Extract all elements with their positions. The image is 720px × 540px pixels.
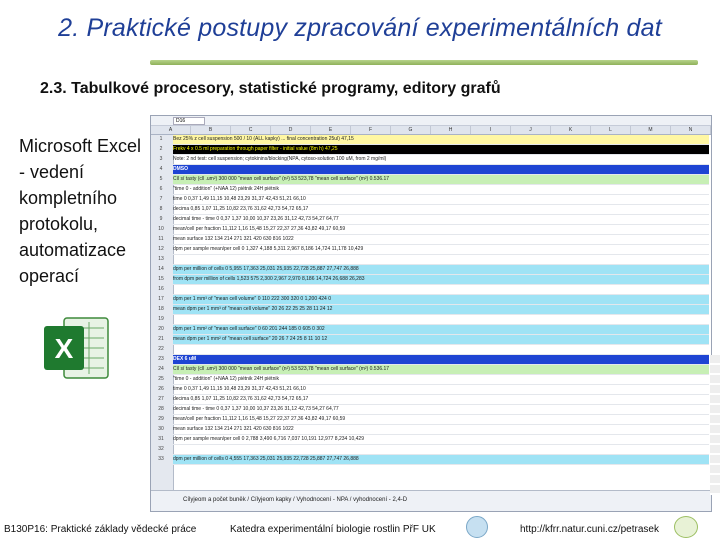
table-row: mean surface 132 134 214 271 321 420 630 816 1022 <box>173 425 709 435</box>
column-header: D <box>271 126 311 134</box>
table-row: mean dpm per 1 mm³ of "mean cell volume" 20 26 22 25 25 28 11 24 12 <box>173 305 709 315</box>
row-number: 8 <box>159 206 163 212</box>
footer-url[interactable]: http://kfrr.natur.cuni.cz/petrasek <box>520 524 659 535</box>
column-header: G <box>391 126 431 134</box>
row-number: 29 <box>158 416 164 422</box>
table-row: Cíl sí tasty (cll .um²) 300 000 "mean cell surface" (n²) 53 523,78 "mean cell surface" (m²) 0.536.17 <box>173 365 709 375</box>
table-row: dpm per million of cells 0 4,555 17,363 25,031 25,935 22,728 25,887 27,747 26,888 <box>173 455 709 465</box>
spreadsheet-screenshot <box>150 115 712 512</box>
column-header: C <box>231 126 271 134</box>
row-number: 10 <box>158 226 164 232</box>
row-number: 21 <box>158 336 164 342</box>
slide-subtitle: 2.3. Tabulkové procesory, statistické programy, editory grafů <box>40 80 501 97</box>
column-header: H <box>431 126 471 134</box>
lead-line: protokolu, <box>19 214 99 234</box>
table-row: decimal time - time 0 0,37 1,37 10,00 10,37 23,26 31,12 42,73 54,27 64,77 <box>173 215 709 225</box>
row-number: 5 <box>159 176 163 182</box>
table-row: time 0 0,37 1,49 11,15 10,48 23,29 31,37 42,43 51,21 66,10 <box>173 385 709 395</box>
excel-icon <box>40 312 112 384</box>
table-row: dpm per 1 mm³ of "mean cell volume" 0 110 222 300 320 0 1,200 424 0 <box>173 295 709 305</box>
table-row: decima 0,85 1,07 11,25 10,82 23,76 31,62 42,73 54,72 65,17 <box>173 395 709 405</box>
column-headers <box>151 126 711 135</box>
table-row: Note: 2 nd test: cell suspension; cytokinins/blocking(NPA, cytoso-solution 100 uM, from 2 mg/ml) <box>173 155 709 165</box>
row-number: 3 <box>159 156 163 162</box>
table-row: mean surface 132 134 214 271 321 420 630 816 1022 <box>173 235 709 245</box>
table-row <box>173 285 709 295</box>
lead-line: operací <box>19 266 80 286</box>
footer-department: Katedra experimentální biologie rostlin PřF UK <box>230 524 436 535</box>
cell-grid <box>151 135 711 490</box>
row-number: 27 <box>158 396 164 402</box>
row-number: 7 <box>159 196 163 202</box>
row-number: 25 <box>158 376 164 382</box>
row-number: 33 <box>158 456 164 462</box>
row-number: 1 <box>159 136 163 142</box>
table-row <box>173 315 709 325</box>
table-row: Bez 25% z cell suspension 500 / 10 (ALL kapky) ... final concentration 25ul) 47,15 <box>173 135 709 145</box>
table-row: dpm per million of cells 0 5,955 17,363 25,031 25,935 22,728 25,887 27,747 26,888 <box>173 265 709 275</box>
column-header: A <box>151 126 191 134</box>
column-header: I <box>471 126 511 134</box>
partial-cells <box>710 355 720 495</box>
table-row: dpm per sample mean/per cell 0 1,327 4,188 5,311 2,967 8,186 14,724 11,178 10,429 <box>173 245 709 255</box>
column-header: B <box>191 126 231 134</box>
table-row: decimal time - time 0 0,37 1,37 10,00 10,37 23,26 31,12 42,73 54,27 64,77 <box>173 405 709 415</box>
table-row: dpm per 1 mm² of "mean cell surface" 0 60 201 244 185 0 605 0 302 <box>173 325 709 335</box>
sheet-tab-labels[interactable]: Cílyjeom a počet buněk / Cílyjeom kapky / Vyhodnocení - NPA / vyhodnocení - 2,4-D <box>183 497 408 503</box>
row-number: 22 <box>158 346 164 352</box>
formula-bar <box>151 116 711 126</box>
column-header: M <box>631 126 671 134</box>
row-number: 14 <box>158 266 164 272</box>
table-row: mean/cell per fraction 11,112 1,16 15,48 15,27 22,37 27,36 43,82 49,17 60,59 <box>173 225 709 235</box>
row-number: 32 <box>158 446 164 452</box>
row-number: 17 <box>158 296 164 302</box>
row-number: 20 <box>158 326 164 332</box>
table-row: time 0 0,37 1,49 11,15 10,48 23,29 31,37 42,43 51,21 66,10 <box>173 195 709 205</box>
table-row: mean/cell per fraction 11,112 1,16 15,48 15,27 22,37 27,36 43,82 49,17 60,59 <box>173 415 709 425</box>
department-logo <box>466 516 488 538</box>
row-number: 16 <box>158 286 164 292</box>
lead-line: kompletního <box>19 188 118 208</box>
row-number: 18 <box>158 306 164 312</box>
table-row: DMSO <box>173 165 709 175</box>
column-header: E <box>311 126 351 134</box>
column-header: F <box>351 126 391 134</box>
table-row: Frekv 4 x 0.5 ml preparation through paper filter - initial value (8m h) 47,25 <box>173 145 709 155</box>
table-row: "time 0 - addition" (+NAA 12) piétnik 24H piétnik <box>173 375 709 385</box>
lead-line: automatizace <box>19 240 127 260</box>
table-row: mean dpm per 1 mm² of "mean cell surface" 20 26 7 24 25 8 11 10 12 <box>173 335 709 345</box>
table-row: from dpm per million of cells 1,523 575 2,300 2,967 2,970 8,186 14,724 26,688 26,283 <box>173 275 709 285</box>
column-header: N <box>671 126 711 134</box>
column-header: L <box>591 126 631 134</box>
table-row: DEX 6 uM <box>173 355 709 365</box>
svg-text:X: X <box>54 333 74 364</box>
row-number: 28 <box>158 406 164 412</box>
row-number: 12 <box>158 246 164 252</box>
table-row <box>173 445 709 455</box>
slide-title: 2. Praktické postupy zpracování experimentálních dat <box>58 14 662 42</box>
row-number: 19 <box>158 316 164 322</box>
row-number: 13 <box>158 256 164 262</box>
row-number: 31 <box>158 436 164 442</box>
lead-line: Microsoft Excel <box>19 136 142 156</box>
name-box: D16 <box>173 117 205 125</box>
table-row: decima 0,85 1,07 11,25 10,82 23,76 31,62 42,73 54,72 65,17 <box>173 205 709 215</box>
column-header: J <box>511 126 551 134</box>
lab-logo <box>674 516 698 538</box>
row-number: 26 <box>158 386 164 392</box>
row-number: 6 <box>159 186 163 192</box>
footer-course: B130P16: Praktické základy vědecké práce <box>4 524 197 535</box>
table-row: Cíl sí tasty (cll .um²) 300 000 "mean cell surface" (n²) 53 523,78 "mean cell surface" (m²) 0.536.17 <box>173 175 709 185</box>
table-row <box>173 255 709 265</box>
column-header: K <box>551 126 591 134</box>
title-underline <box>150 60 698 65</box>
row-number: 15 <box>158 276 164 282</box>
row-number: 30 <box>158 426 164 432</box>
row-number: 24 <box>158 366 164 372</box>
table-row: "time 0 - addition" (+NAA 12) piétnik 24H piétnik <box>173 185 709 195</box>
row-number: 11 <box>158 236 164 242</box>
row-number: 4 <box>159 166 163 172</box>
sheet-tabs <box>151 490 711 511</box>
lead-line: - vedení <box>19 162 85 182</box>
row-number: 2 <box>159 146 163 152</box>
table-row: dpm per sample mean/per cell 0 2,788 3,490 6,716 7,037 10,191 12,977 8,234 10,429 <box>173 435 709 445</box>
lead-text <box>19 133 169 289</box>
table-row <box>173 345 709 355</box>
row-number: 9 <box>159 216 163 222</box>
row-number: 23 <box>158 356 164 362</box>
